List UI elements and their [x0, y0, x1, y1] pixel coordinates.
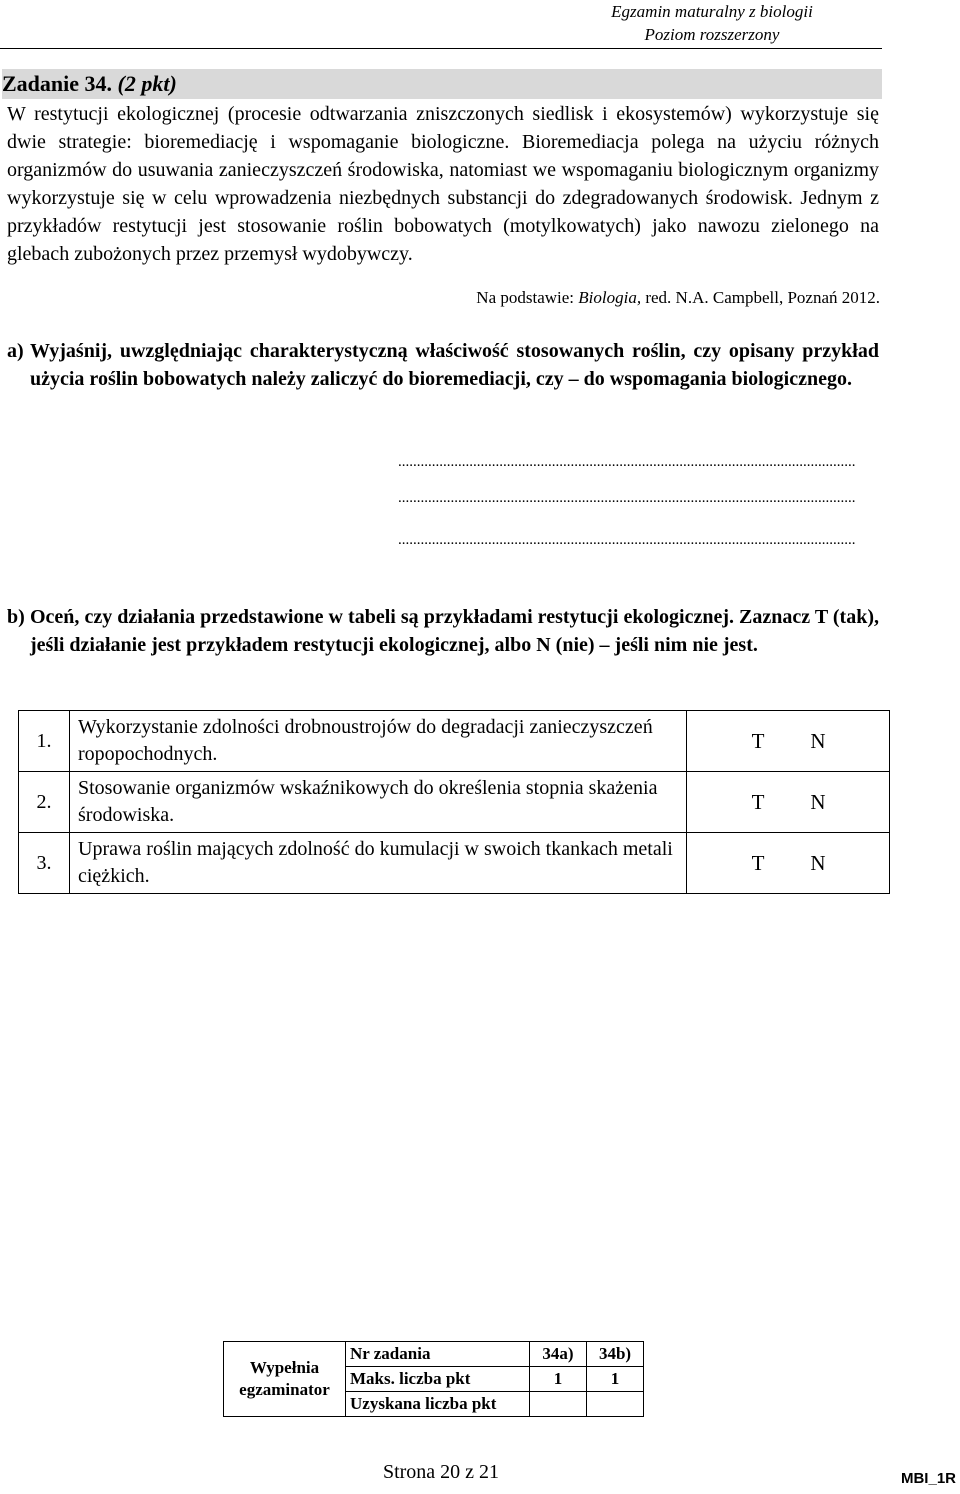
row-number: 3. — [19, 833, 70, 894]
exam-level: Poziom rozszerzony — [644, 25, 780, 44]
earned-points-34b[interactable] — [587, 1392, 644, 1417]
option-n[interactable]: N — [810, 850, 826, 875]
question-a-label: a) — [7, 340, 24, 362]
option-n[interactable]: N — [810, 789, 826, 814]
source-suffix: red. N.A. Campbell, Poznań 2012. — [641, 288, 880, 307]
row-options — [687, 772, 890, 833]
page-number: Strona 20 z 21 — [382, 1461, 500, 1483]
row-statement: Stosowanie organizmów wskaźnikowych do określenia stopnia skażenia środowiska. — [70, 772, 687, 833]
row-number: 2. — [19, 772, 70, 833]
option-t[interactable]: T — [751, 850, 765, 875]
earned-points-header: Uzyskana liczba pkt — [346, 1392, 530, 1417]
row-options — [687, 833, 890, 894]
task-points: (2 pkt) — [117, 71, 177, 96]
examiner-label: Wypełnia egzaminator — [224, 1342, 346, 1417]
question-b — [7, 603, 879, 659]
task-number-header: Nr zadania — [346, 1342, 530, 1367]
header-divider — [0, 48, 882, 49]
table-row — [19, 833, 890, 894]
option-t[interactable]: T — [751, 789, 765, 814]
option-t[interactable]: T — [751, 728, 765, 753]
source-prefix: Na podstawie: — [476, 288, 579, 307]
answer-line[interactable]: .......................................................................................................................... — [398, 491, 856, 505]
score-table — [223, 1341, 644, 1417]
page-header — [562, 0, 862, 46]
exam-code: MBI_1R — [900, 1470, 956, 1487]
question-a-text: Wyjaśnij, uwzględniając charakterystyczną właściwość stosowanych roślin, czy opisany przykład użycia roślin bobowatych należy zaliczyć do bioremediacji, czy – do wspomagania biologicznego. — [30, 340, 879, 390]
task-title — [2, 69, 177, 99]
row-options — [687, 711, 890, 772]
max-points-34b: 1 — [587, 1367, 644, 1392]
exam-title: Egzamin maturalny z biologii — [611, 2, 813, 21]
earned-points-34a[interactable] — [530, 1392, 587, 1417]
question-a — [7, 337, 879, 393]
row-statement: Wykorzystanie zdolności drobnoustrojów do degradacji zanieczyszczeń ropopochodnych. — [70, 711, 687, 772]
max-points-header: Maks. liczba pkt — [346, 1367, 530, 1392]
task-number: Zadanie 34. — [2, 71, 118, 96]
column-34b: 34b) — [587, 1342, 644, 1367]
max-points-34a: 1 — [530, 1367, 587, 1392]
row-statement: Uprawa roślin mających zdolność do kumulacji w swoich tkankach metali ciężkich. — [70, 833, 687, 894]
true-false-table — [18, 710, 890, 894]
column-34a: 34a) — [530, 1342, 587, 1367]
question-b-label: b) — [7, 606, 25, 628]
question-b-text: Oceń, czy działania przedstawione w tabeli są przykładami restytucji ekologicznej. Zaznacz T (tak), jeśli działanie jest przykładem restytucji ekologicznej, albo N (nie) – jeśli nim nie jest. — [30, 606, 879, 656]
source-title: Biologia, — [578, 288, 642, 307]
row-number: 1. — [19, 711, 70, 772]
task-intro: W restytucji ekologicznej (procesie odtwarzania zniszczonych siedlisk i ekosystemów) wykorzystuje się dwie strategie: bioremediację i wspomaganie biologiczne. Bioremediacja polega na użyciu różnych organizmów do usuwania zanieczyszczeń środowiska, natomiast we wspomaganiu biologicznym organizmy wykorzystuje się w celu wprowadzenia niezbędnych substancji do zdegradowanych środowisk. Jednym z przykładów restytucji jest stosowanie roślin bobowatych (motylkowatych) jako nawozu zielonego na glebach zubożonych przez przemysł wydobywczy. — [7, 103, 879, 265]
answer-line[interactable]: .......................................................................................................................... — [398, 455, 856, 469]
answer-line[interactable]: .......................................................................................................................... — [398, 533, 856, 547]
source-citation — [476, 286, 880, 310]
table-row — [19, 711, 890, 772]
table-row — [19, 772, 890, 833]
option-n[interactable]: N — [810, 728, 826, 753]
